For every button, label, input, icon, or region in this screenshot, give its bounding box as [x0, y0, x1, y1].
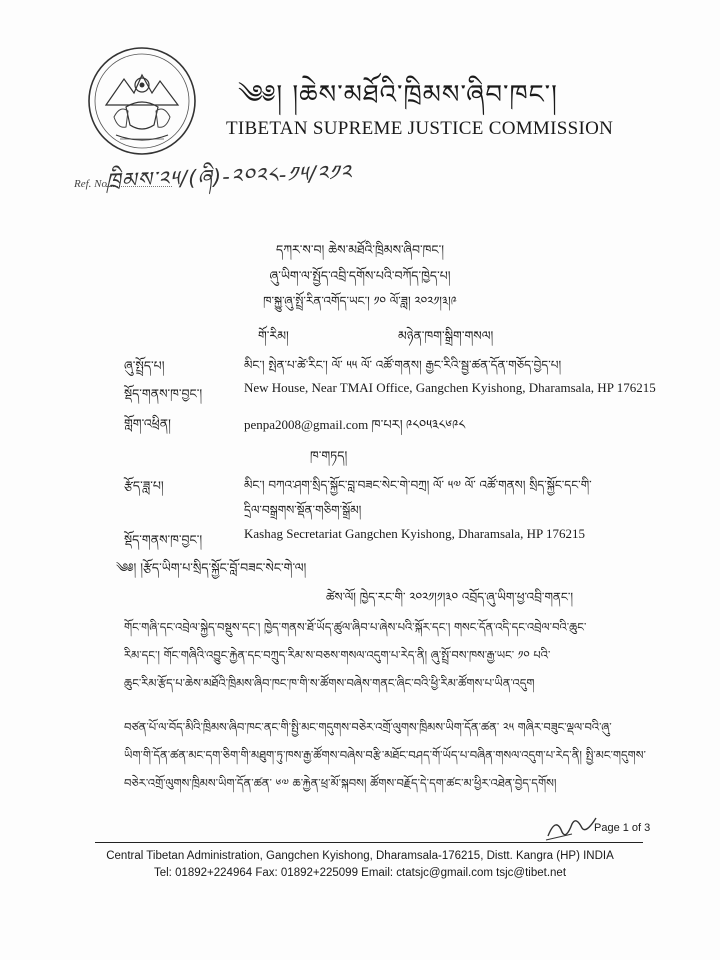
- respondent-name-value-1: མིང་། བཀའ་ཤག་སྲིད་སྐྱོང་བླ་བཟང་སེང་གེ་བཀྲ། ལོ་ ༥༧ ལོ་ འཚོ་གནས། སྲིད་སྐྱོང་དང་གི་: [244, 478, 592, 492]
- body-line-2: རིམ་དང་། གོང་གཞིའི་འབྱུང་རྐྱེན་དང་བཀྲུད་རིམ་ས་བཅས་གསལ་འདུག་པ་རེད་ནི། ཞུ་སྤྲོ་བས་ཁས་རྒྱ་ཡང་ ༡༠ པའི་: [124, 648, 551, 662]
- page-number: Page 1 of 3: [594, 822, 651, 834]
- body-line-5: ཡིག་གི་དོན་ཚན་མང་དག་ཅིག་གི་མཐུག་ཏུ་ཁས་རྒྱ་ཚོགས་བཞེས་བརྩི་མཐོང་བཤད་གོ་ཡོད་པ་བཞིན་གསལ་འདུག་པ་རེད་ནི། སྤྱི་མང་གདུགས་: [124, 748, 646, 762]
- applicant-name-value: མིང་། སྤེན་པ་ཚེ་རིང་། ལོ་ ༥༥ ལོ་ འཚོ་གནས། རྒྱང་རིའི་སྦྱ་ཚན་དོན་གཅོད་བྱེད་པ།: [244, 358, 562, 372]
- header-tibetan-title: ༄༅། །ཆེས་མཐོའི་ཁྲིམས་ཞིབ་ཁང་།: [238, 80, 558, 110]
- tsjc-seal-emblem: [86, 45, 198, 157]
- title-line-3: ཁ་སྐྱུ་ཞུ་སྤྲོ་རིན་འགོད་ཡང་། ༡༠ ལོ་ཟླ། ༢༠༢༡།༣།༩: [263, 294, 457, 308]
- body-line-4: བཙན་པོ་ལ་བོད་མིའི་ཁྲིམས་ཞིབ་ཁང་ནང་གི་སྤྱི་མང་གདུགས་བཅེར་འགྲོ་ལུགས་ཁྲིམས་ཡིག་དོན་ཚན་ ༢༥ གཞིར་བཟུང་ལྡལ་བའི་ཞུ་: [124, 720, 612, 734]
- header-english-title: TIBETAN SUPREME JUSTICE COMMISSION: [226, 118, 614, 139]
- respondent-header: ཁ་གཏད།: [310, 448, 348, 463]
- respondent-name-value-2: དྲིལ་བསྒྲགས་སྡོན་གཅིག་སྒྲོམ།: [244, 503, 362, 517]
- applicant-name-label: ཞུ་སྤྲོད་པ།: [124, 358, 165, 373]
- salutation: ༄༅། །རྩོད་ཡིག་པ་སྲིད་སྐྱོང་བློ་བཟང་སེང་གེ་ལ།: [116, 560, 307, 575]
- applicant-address-value: New House, Near TMAI Office, Gangchen Kyishong, Dharamsala, HP 176215: [244, 380, 656, 395]
- footer-rule: [95, 842, 643, 843]
- signature-scribble: [542, 810, 602, 844]
- respondent-address-value: Kashag Secretariat Gangchen Kyishong, Dharamsala, HP 176215: [244, 526, 586, 541]
- respondent-address-label: སྡོད་གནས་ཁ་བྱང་།: [124, 532, 203, 547]
- body-line-6: བཅེར་འགྲོ་ལུགས་ཁྲིམས་ཡིག་དོན་ཚན་ ༦༧ ཆ་རྐྱེན་ཕྲ་མོ་སྐབས། ཚོགས་བརྗོད་དེ་དག་ཚང་མ་ཕྱིར་འཐེན་བྱེད་དགོས།: [124, 776, 557, 790]
- respondent-name-label: རྩོད་ཟླ་པ།: [124, 478, 164, 493]
- date-line: ཚེས་ལོ། ཁྱེད་རང་གི་ ༢༠༢༡།༡།༣༠ འབྲོད་ཞུ་ཡིག་ཕྱ་འབྲི་གནང་།: [326, 590, 574, 604]
- footer-organization: Central Tibetan Administration, Gangchen Kyishong, Dharamsala-176215, Distt. Kangra (HP) INDIA: [106, 850, 614, 862]
- footer-contact: Tel: 01892+224964 Fax: 01892+225099 Email: ctatsjc@gmail.com tsjc@tibet.net: [153, 867, 567, 879]
- applicant-address-label: སྡོད་གནས་ཁ་བྱང་།: [124, 386, 203, 401]
- col-header-left: གོ་རིམ།: [258, 328, 289, 343]
- applicant-contact-label: གློག་འཕྲིན།: [124, 416, 171, 431]
- applicant-contact-value: penpa2008@gmail.com ཁ་པར། ༩༨༠༥༣༨༦༩༨: [244, 417, 466, 432]
- ref-no-handwritten: ཁྲིམས་༢༥/(ཞི)-༢༠༢༨-༡༥/༢༡༢: [105, 160, 353, 193]
- title-line-1: དཀར་ས་བ། ཆེས་མཐོའི་ཁྲིམས་ཞིབ་ཁང་།: [275, 242, 445, 257]
- title-line-2: ཞུ་ཡིག་ལ་སྤྱོད་འབྲི་དགོས་པའི་བཀོད་ཁྱེད་པ།: [269, 268, 451, 283]
- ref-no-label: Ref. No.: [74, 178, 110, 190]
- body-line-3: ཆུང་རིམ་རྩོད་པ་ཆེས་མཐོའི་ཁྲིམས་ཞིབ་ཁང་ཁ་གི་ས་ཚོགས་བཞེས་གནང་ཞིང་བའི་ཕྱི་རིམ་ཚོགས་པ་ཡིན་འདུག: [124, 676, 535, 690]
- col-header-right: མཉེན་ཁག་སྒྲིག་གསལ།: [398, 328, 494, 343]
- body-line-1: གོང་གཞི་དང་འབྲེལ་སྐྱེད་བསྡུས་དང་། ཁྱེད་གནས་ཐོ་ཡོད་ཚུལ་ཞིབ་པ་ཞེས་པའི་སྐོར་དང་། གསང་དོན་འདི་དང་འབྲེལ་བའི་ཆུང་: [124, 620, 587, 634]
